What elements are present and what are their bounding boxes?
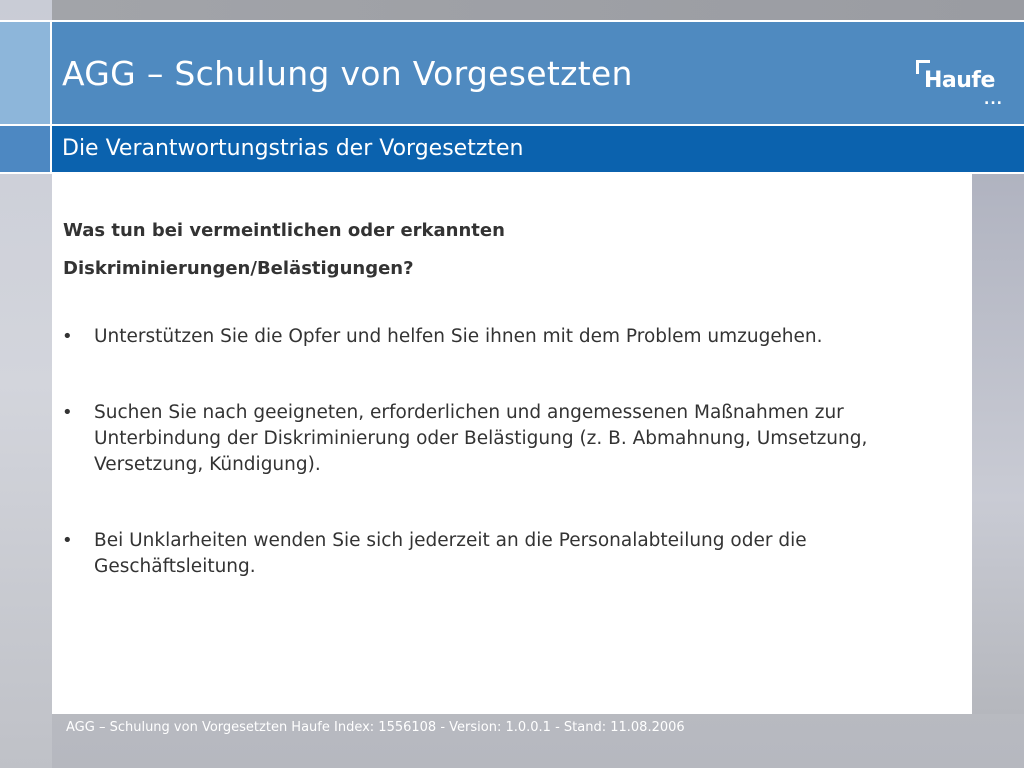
slide-subtitle: Die Verantwortungstrias der Vorgesetzten: [62, 136, 524, 161]
bullet-list: [60, 324, 940, 580]
bullet-icon: •: [62, 530, 73, 551]
slide-footer: [52, 714, 972, 768]
right-decor-strip: [972, 174, 1024, 714]
logo-text: Haufe: [924, 68, 995, 93]
slide-header: [0, 20, 1024, 126]
top-decor-band: [52, 0, 1024, 20]
logo-dots: ...: [984, 92, 1003, 108]
list-item: [60, 400, 940, 478]
haufe-logo: [912, 60, 1004, 108]
subheader-left-block: [0, 126, 52, 172]
slide-title: AGG – Schulung von Vorgesetzten: [62, 54, 633, 93]
bullet-icon: •: [62, 326, 73, 347]
bullet-icon: •: [62, 402, 73, 423]
header-left-block: [0, 22, 52, 124]
bullet-text: Suchen Sie nach geeigneten, erforderlichen und angemessenen Maßnahmen zur Unterbindung der Diskriminierung oder Belästigung (z. B. Abmahnung, Umsetzung, Versetzung, Kündigung).: [94, 402, 868, 475]
slide-subheader: [0, 126, 1024, 174]
content-area: [52, 174, 972, 714]
list-item: [60, 324, 940, 350]
bullet-text: Bei Unklarheiten wenden Sie sich jederzeit an die Personalabteilung oder die Geschäftsleitung.: [94, 530, 807, 577]
bullet-text: Unterstützen Sie die Opfer und helfen Sie ihnen mit dem Problem umzugehen.: [94, 326, 823, 347]
content-heading: [63, 212, 923, 288]
list-item: [60, 528, 940, 580]
heading-line-1: Was tun bei vermeintlichen oder erkannten: [63, 220, 505, 241]
heading-line-2: Diskriminierungen/Belästigungen?: [63, 258, 414, 279]
footer-text: AGG – Schulung von Vorgesetzten Haufe Index: 1556108 - Version: 1.0.0.1 - Stand: 11.08.2006: [66, 720, 685, 735]
